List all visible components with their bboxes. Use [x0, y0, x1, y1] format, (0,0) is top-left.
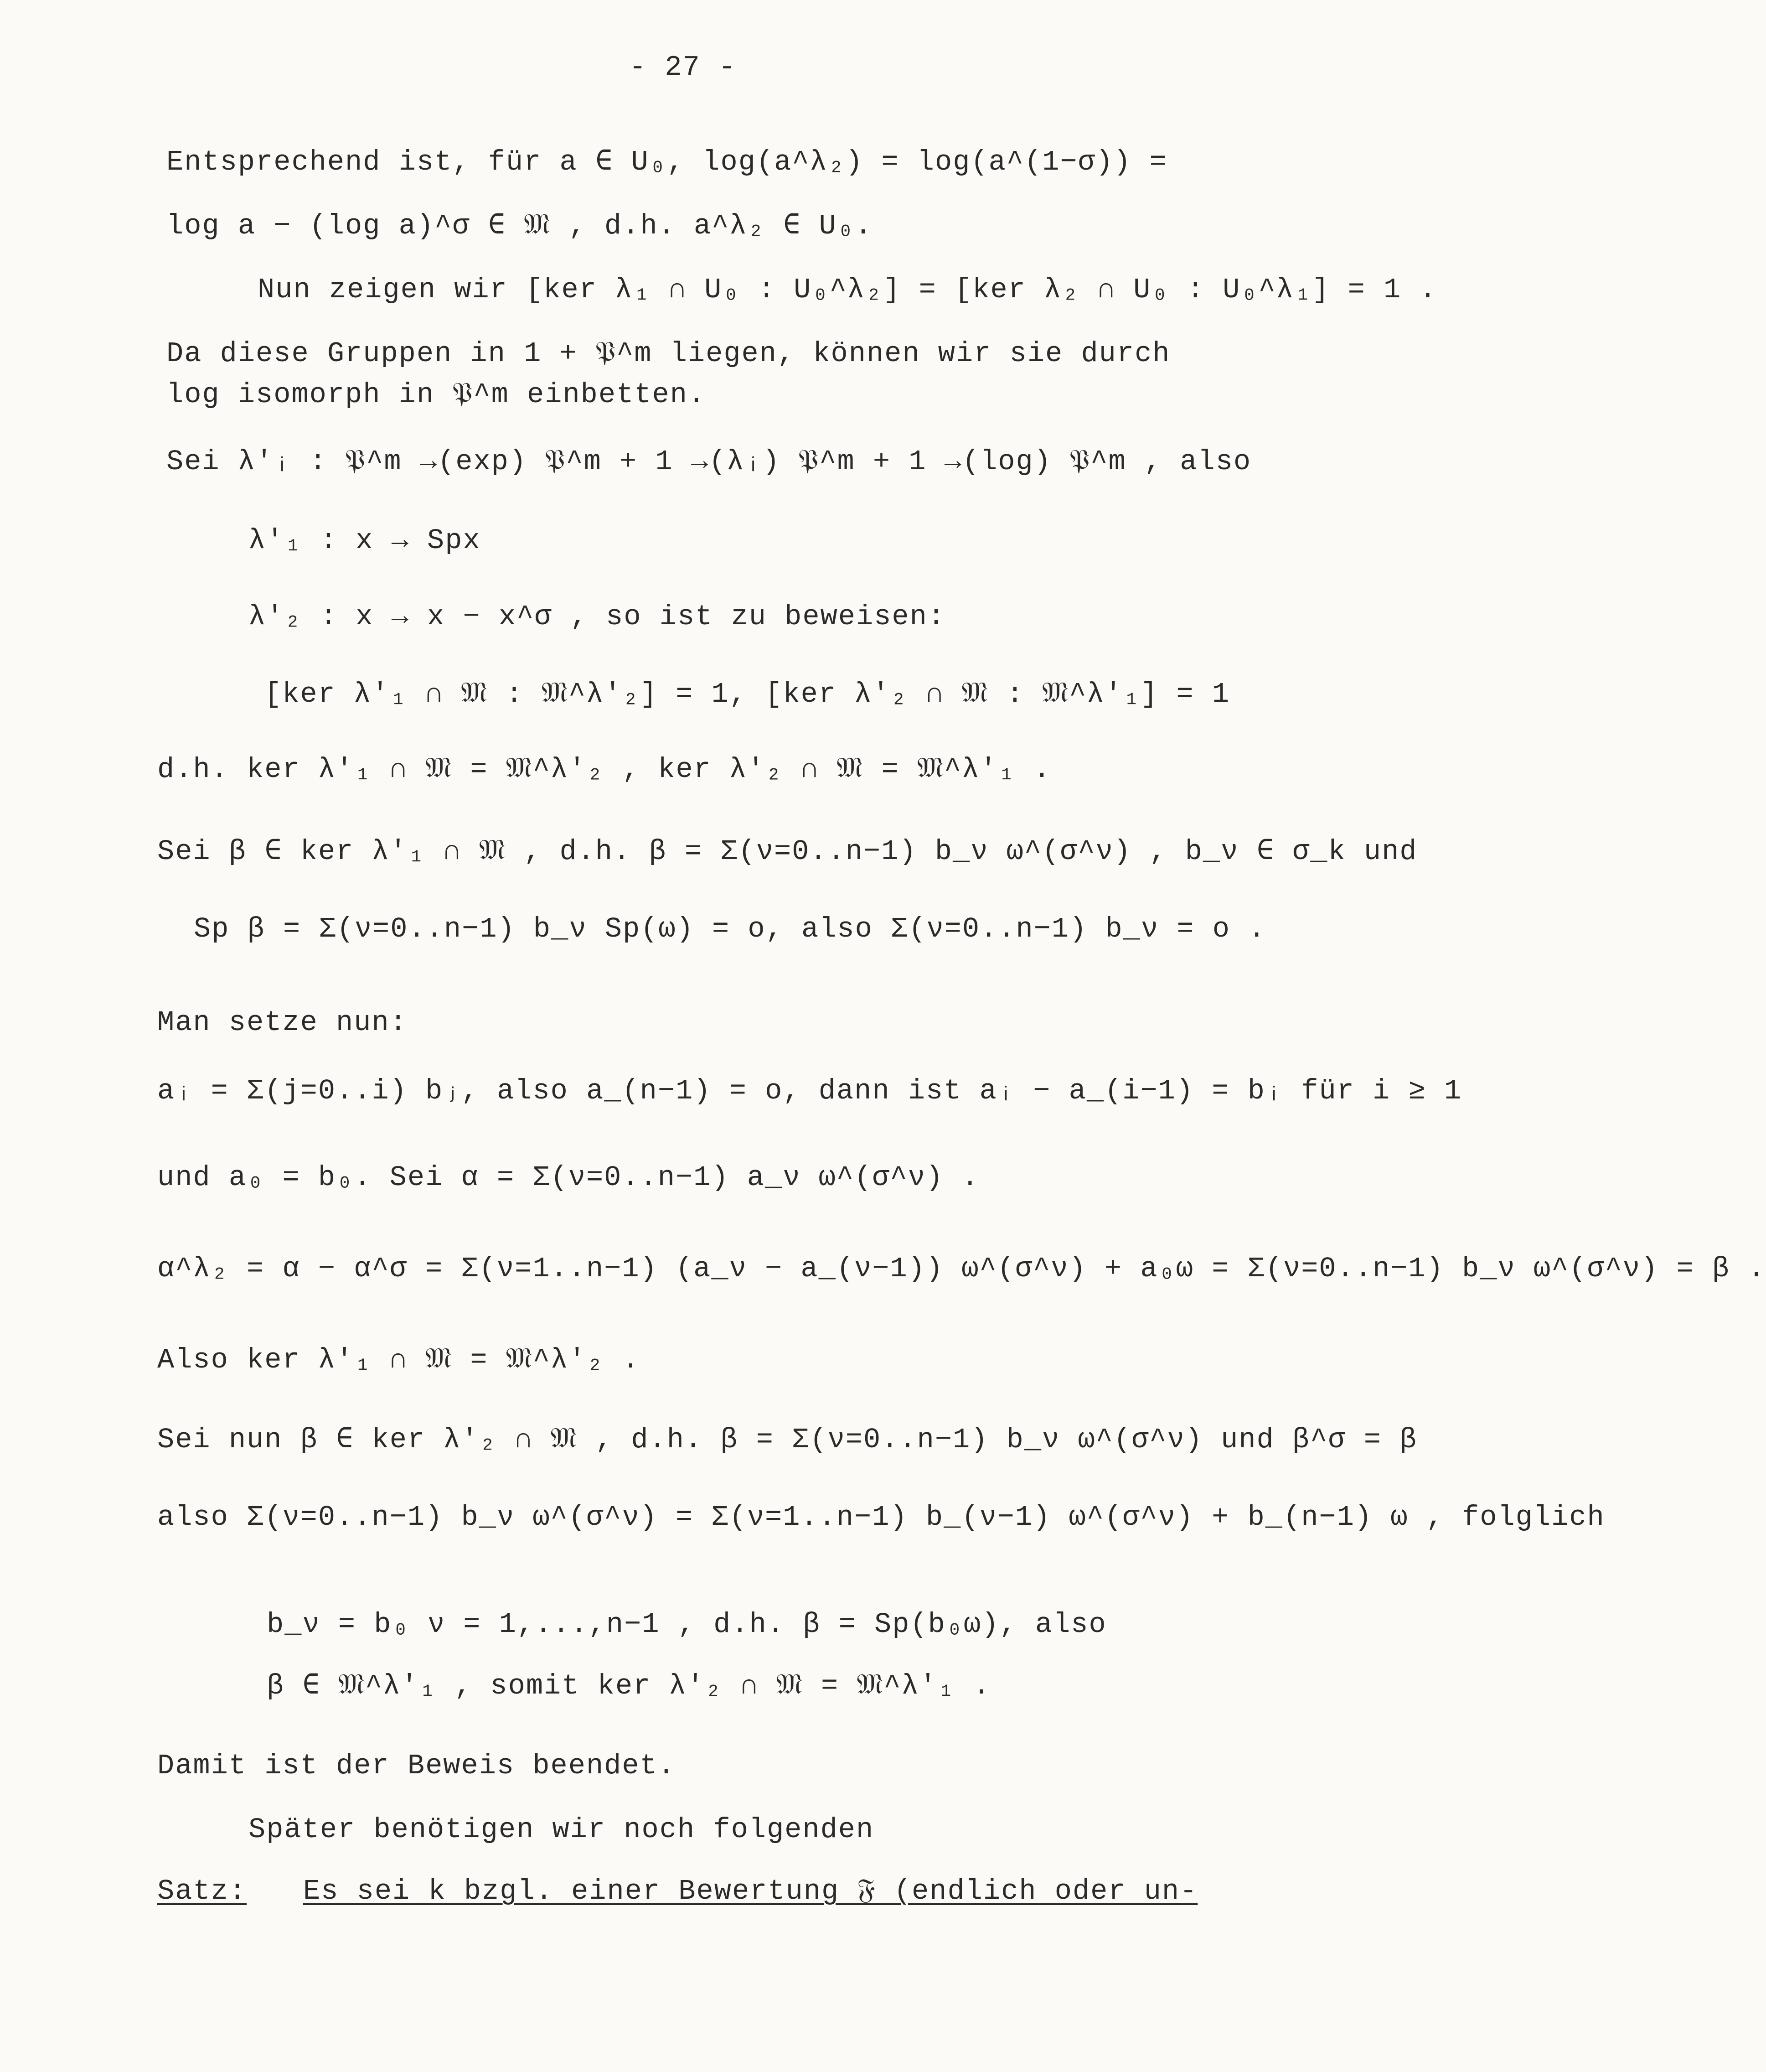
text-line-17: Also ker λ′₁ ∩ 𝔐 = 𝔐^λ′₂ . [157, 1344, 640, 1376]
text-line-19: also Σ(ν=0..n−1) b_ν ω^(σ^ν) = Σ(ν=1..n−1) b_(ν−1) ω^(σ^ν) + b_(n−1) ω , folglich [157, 1501, 1605, 1533]
text-line-5: log isomorph in 𝔓^m einbetten. [166, 378, 706, 411]
text-line-16: α^λ₂ = α − α^σ = Σ(ν=1..n−1) (a_ν − a_(ν−1)) ω^(σ^ν) + a₀ω = Σ(ν=0..n−1) b_ν ω^(σ^ν) = β . [157, 1253, 1766, 1285]
text-line-6: Sei λ′ᵢ : 𝔓^m →(exp) 𝔓^m + 1 →(λᵢ) 𝔓^m + 1 →(log) 𝔓^m , also [166, 445, 1252, 478]
text-line-21: β ∈ 𝔐^λ′₁ , somit ker λ′₂ ∩ 𝔐 = 𝔐^λ′₁ . [267, 1670, 991, 1702]
text-line-8: λ′₂ : x → x − x^σ , so ist zu beweisen: [248, 601, 946, 633]
satz-text: Es sei k bzgl. einer Bewertung 𝔉 (endlich oder un- [303, 1875, 1198, 1907]
text-line-9: [ker λ′₁ ∩ 𝔐 : 𝔐^λ′₂] = 1, [ker λ′₂ ∩ 𝔐 : 𝔐^λ′₁] = 1 [264, 678, 1230, 710]
text-line-18: Sei nun β ∈ ker λ′₂ ∩ 𝔐 , d.h. β = Σ(ν=0..n−1) b_ν ω^(σ^ν) und β^σ = β [157, 1424, 1418, 1456]
text-line-15: und a₀ = b₀. Sei α = Σ(ν=0..n−1) a_ν ω^(σ^ν) . [157, 1161, 980, 1194]
text-line-13: Man setze nun: [157, 1006, 408, 1039]
satz-label: Satz: [157, 1875, 247, 1907]
text-line-11: Sei β ∈ ker λ′₁ ∩ 𝔐 , d.h. β = Σ(ν=0..n−1) b_ν ω^(σ^ν) , b_ν ∈ σ_k und [157, 835, 1418, 868]
text-line-20: b_ν = b₀ ν = 1,...,n−1 , d.h. β = Sp(b₀ω), also [267, 1608, 1107, 1641]
text-line-4: Da diese Gruppen in 1 + 𝔓^m liegen, können wir sie durch [166, 337, 1171, 370]
text-line-10: d.h. ker λ′₁ ∩ 𝔐 = 𝔐^λ′₂ , ker λ′₂ ∩ 𝔐 = 𝔐^λ′₁ . [157, 753, 1052, 786]
text-line-3: Nun zeigen wir [ker λ₁ ∩ U₀ : U₀^λ₂] = [ker λ₂ ∩ U₀ : U₀^λ₁] = 1 . [258, 274, 1437, 306]
text-line-2: log a − (log a)^σ ∈ 𝔐 , d.h. a^λ₂ ∈ U₀. [166, 210, 873, 242]
text-line-12: Sp β = Σ(ν=0..n−1) b_ν Sp(ω) = o, also Σ(ν=0..n−1) b_ν = o . [194, 913, 1266, 945]
text-line-14: aᵢ = Σ(j=0..i) bⱼ, also a_(n−1) = o, dann ist aᵢ − a_(i−1) = bᵢ für i ≥ 1 [157, 1075, 1462, 1107]
page-number: - 27 - [629, 51, 737, 83]
text-line-7: λ′₁ : x → Spx [248, 524, 481, 557]
text-line-1: Entsprechend ist, für a ∈ U₀, log(a^λ₂) = log(a^(1−σ)) = [166, 146, 1167, 178]
text-line-23: Später benötigen wir noch folgenden [248, 1813, 874, 1846]
text-line-22: Damit ist der Beweis beendet. [157, 1750, 676, 1782]
